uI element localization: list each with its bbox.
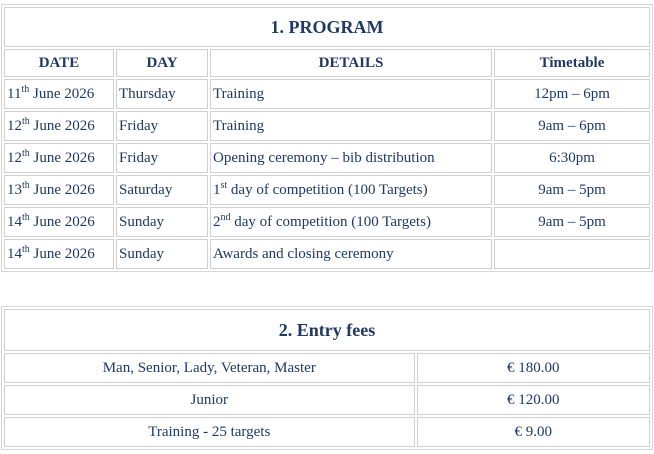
header-date: DATE xyxy=(4,49,114,77)
program-row xyxy=(4,239,650,269)
fee-price: € 180.00 xyxy=(417,353,650,383)
date-cell: 14th June 2026 xyxy=(4,207,114,237)
date-cell: 14th June 2026 xyxy=(4,239,114,269)
details-cell: Opening ceremony – bib distribution xyxy=(210,143,492,173)
day-cell: Friday xyxy=(116,143,208,173)
fee-row xyxy=(4,417,650,447)
details-cell: 2nd day of competition (100 Targets) xyxy=(210,207,492,237)
program-row xyxy=(4,207,650,237)
program-row xyxy=(4,79,650,109)
timetable-cell: 6:30pm xyxy=(494,143,650,173)
details-cell: Training xyxy=(210,79,492,109)
timetable-cell xyxy=(494,239,650,269)
date-cell: 13th June 2026 xyxy=(4,175,114,205)
program-row xyxy=(4,111,650,141)
fee-category: Training - 25 targets xyxy=(4,417,415,447)
timetable-cell: 12pm – 6pm xyxy=(494,79,650,109)
date-cell: 12th June 2026 xyxy=(4,111,114,141)
day-cell: Thursday xyxy=(116,79,208,109)
date-cell: 12th June 2026 xyxy=(4,143,114,173)
entry-fees-table xyxy=(1,306,653,450)
program-row xyxy=(4,143,650,173)
timetable-cell: 9am – 5pm xyxy=(494,207,650,237)
day-cell: Friday xyxy=(116,111,208,141)
details-cell: Training xyxy=(210,111,492,141)
program-title: 1. PROGRAM xyxy=(4,7,650,47)
fee-price: € 9.00 xyxy=(417,417,650,447)
fee-price: € 120.00 xyxy=(417,385,650,415)
fee-row xyxy=(4,353,650,383)
date-cell: 11th June 2026 xyxy=(4,79,114,109)
details-cell: Awards and closing ceremony xyxy=(210,239,492,269)
header-day: DAY xyxy=(116,49,208,77)
header-details: DETAILS xyxy=(210,49,492,77)
fees-title: 2. Entry fees xyxy=(4,309,650,351)
program-row xyxy=(4,175,650,205)
fee-row xyxy=(4,385,650,415)
day-cell: Sunday xyxy=(116,239,208,269)
fee-category: Junior xyxy=(4,385,415,415)
day-cell: Sunday xyxy=(116,207,208,237)
timetable-cell: 9am – 6pm xyxy=(494,111,650,141)
header-timetable: Timetable xyxy=(494,49,650,77)
day-cell: Saturday xyxy=(116,175,208,205)
timetable-cell: 9am – 5pm xyxy=(494,175,650,205)
fee-category: Man, Senior, Lady, Veteran, Master xyxy=(4,353,415,383)
details-cell: 1st day of competition (100 Targets) xyxy=(210,175,492,205)
program-table xyxy=(1,4,653,272)
